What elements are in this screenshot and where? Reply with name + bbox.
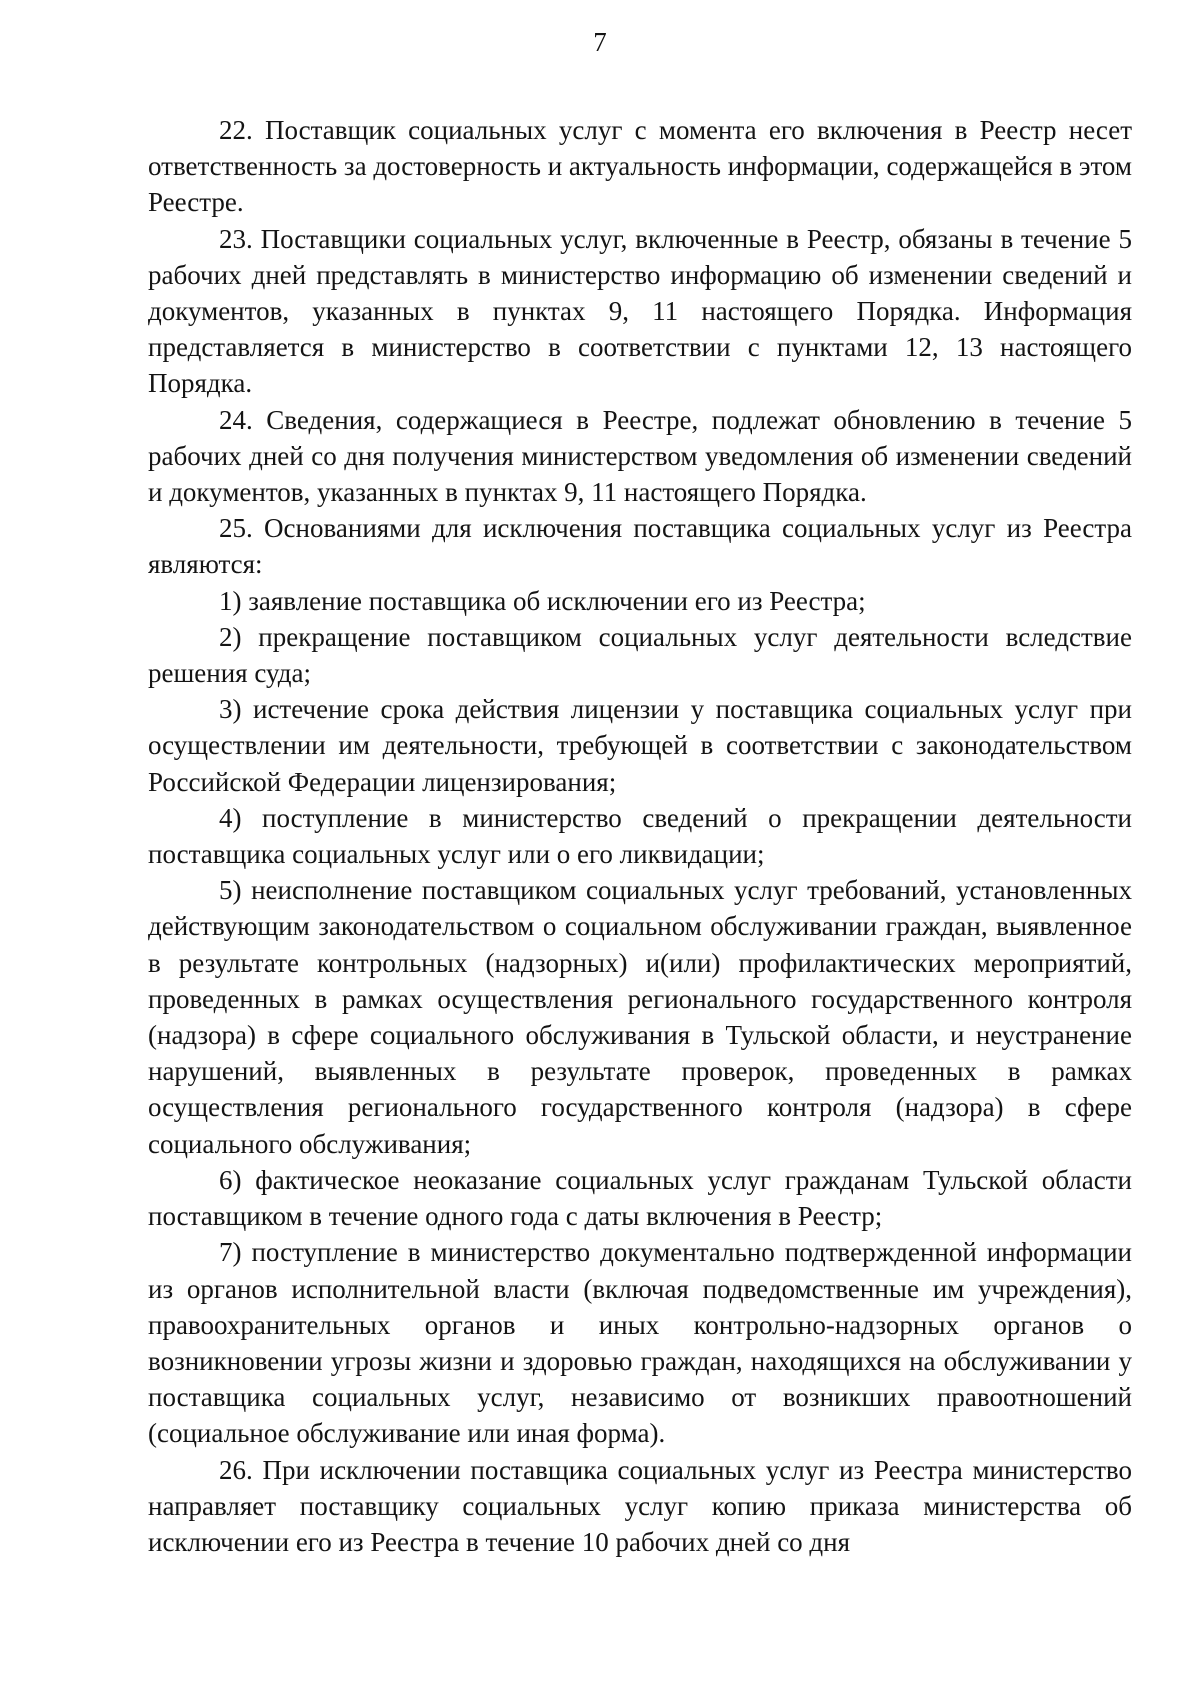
list-item-4: 4) поступление в министерство сведений о прекращении деятельности поставщика социальных услуг или о его ликвидации; bbox=[148, 802, 1132, 870]
document-body bbox=[148, 112, 1132, 1560]
list-item-7: 7) поступление в министерство документально подтвержденной информации из органов исполнительной власти (включая подведомственные им учреждения), правоохранительных органов и иных контрольно-надзорных органов о возникновении угрозы жизни и здоровью граждан, находящихся на обслуживании у поставщика социальных услуг, независимо от возникших правоотношений (социальное обслуживание или иная форма). bbox=[148, 1237, 1132, 1449]
paragraph-23: 23. Поставщики социальных услуг, включенные в Реестр, обязаны в течение 5 рабочих дней представлять в министерство информацию об изменении сведений и документов, указанных в пунктах 9, 11 настоящего Порядка. Информация представляется в министерство в соответствии с пунктами 12, 13 настоящего Порядка. bbox=[148, 223, 1132, 399]
paragraph-26: 26. При исключении поставщика социальных услуг из Реестра министерство направляет поставщику социальных услуг копию приказа министерства об исключении его из Реестра в течение 10 рабочих дней со дня bbox=[148, 1454, 1132, 1557]
list-item-2: 2) прекращение поставщиком социальных услуг деятельности вследствие решения суда; bbox=[148, 621, 1132, 689]
paragraph-22: 22. Поставщик социальных услуг с момента его включения в Реестр несет ответственность за достоверность и актуальность информации, содержащейся в этом Реестре. bbox=[148, 115, 1132, 218]
paragraph-24: 24. Сведения, содержащиеся в Реестре, подлежат обновлению в течение 5 рабочих дней со дня получения министерством уведомления об изменении сведений и документов, указанных в пунктах 9, 11 настоящего Порядка. bbox=[148, 404, 1132, 508]
list-item-6: 6) фактическое неоказание социальных услуг гражданам Тульской области поставщиком в течение одного года с даты включения в Реестр; bbox=[148, 1164, 1132, 1232]
list-item-5: 5) неисполнение поставщиком социальных услуг требований, установленных действующим законодательством о социальном обслуживании граждан, выявленное в результате контрольных (надзорных) и(или) профилактических мероприятий, проведенных в рамках осуществления регионального государственного контроля (надзора) в сфере социального обслуживания в Тульской области, и неустранение нарушений, выявленных в результате проверок, проведенных в рамках осуществления регионального государственного контроля (надзора) в сфере социального обслуживания; bbox=[148, 875, 1132, 1159]
page-number: 7 bbox=[593, 27, 607, 57]
list-item-3: 3) истечение срока действия лицензии у поставщика социальных услуг при осуществлении им деятельности, требующей в соответствии с законодательством Российской Федерации лицензирования; bbox=[148, 694, 1132, 797]
paragraph-25: 25. Основаниями для исключения поставщика социальных услуг из Реестра являются: bbox=[148, 513, 1132, 580]
list-item-1: 1) заявление поставщика об исключении его из Реестра; bbox=[219, 585, 866, 616]
